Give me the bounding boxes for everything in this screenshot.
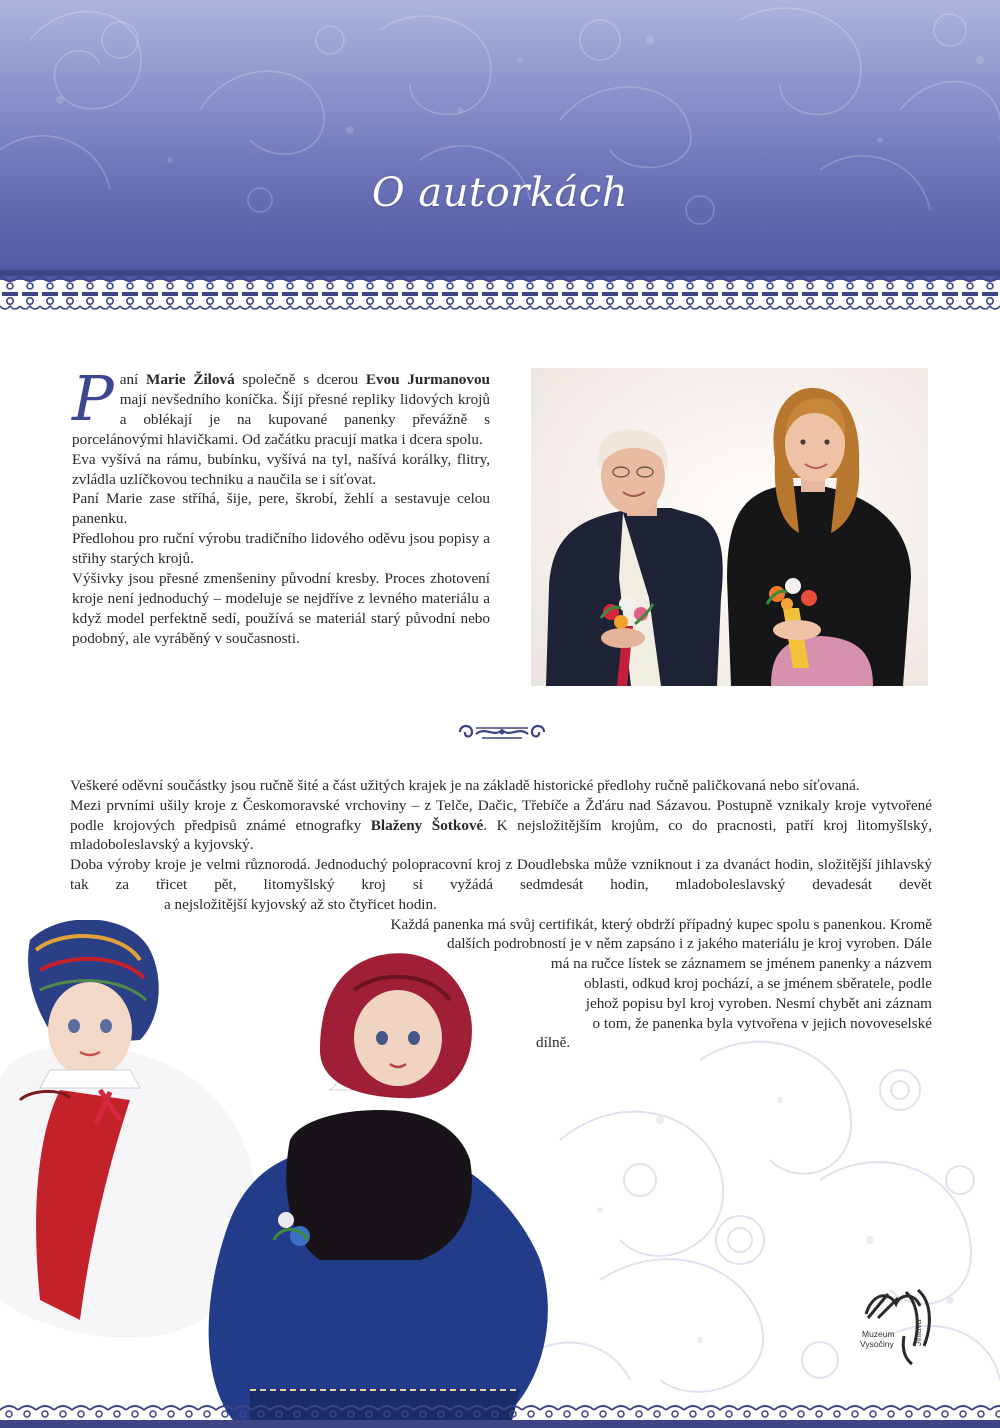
body-paragraph-3: Doba výroby kroje je velmi různorodá. Jednoduchý polopracovní kroj z Doudlebska může vzniknout i za dvanáct hodin, složitější jihlavský tak za třicet pět, litomyšlský kroj si vyžádá sedmdesát hodin, mladoboleslavský devadesát devět xyxy=(70,856,932,893)
author-name-eva: Evou Jurmanovou xyxy=(365,371,491,388)
certificate-line: oblasti, odkud kroj pochází, a se jménem sběratele, podle xyxy=(584,974,932,992)
museum-logo xyxy=(858,1284,948,1374)
logo-line-1: Muzeum xyxy=(862,1329,895,1339)
certificate-line: dalších podrobností je v něm zapsáno i z jakého materiálu je kroj vyroben. Dále xyxy=(446,935,932,953)
certificate-line: jehož popisu byl kroj vyroben. Nesmí chybět ani záznam xyxy=(585,994,932,1012)
intro-paragraph-2: Eva vyšívá na rámu, bubínku, vyšívá na tyl, našívá korálky, flitry, zvládla uzlíčkovou techniku a naučila se i síťovat. xyxy=(72,450,490,488)
body-paragraph-3-end: a nejsložitější kyjovský až sto čtyřicet hodin. xyxy=(164,895,437,913)
authors-illustration xyxy=(531,368,928,686)
intro-text-run: mají nevšedního koníčka. Šijí přesné repliky lidových krojů a oblékají je na kupované panenky převážně s porcelánovými hlavičkami. Od začátku pracují matka i dcera spolu. xyxy=(72,390,490,448)
page-header xyxy=(0,0,1000,312)
intro-text-run: aní xyxy=(119,371,146,388)
ornament-divider xyxy=(452,720,552,744)
body-paragraph-2 xyxy=(70,796,932,855)
intro-paragraph-5: Výšivky jsou přesné zmenšeniny původní kresby. Proces zhotovení kroje není jednoduchý – modeluje se nejdříve z levného materiálu a když model perfektně sedí, používá se materiál starý původní nebo podobný, ale vyráběný v současnosti. xyxy=(72,570,490,647)
ethnographer-name: Blaženy Šotkové xyxy=(370,816,484,834)
paisley-pattern xyxy=(0,0,1000,280)
intro-text-run: společně s dcerou xyxy=(234,371,366,388)
body-text-run: . K nejsložitějším krojům, co do pracnosti, patří kroj litomyšlský, mladoboleslavský a kyjovský. xyxy=(70,816,933,854)
authors-photo xyxy=(531,368,928,686)
intro-paragraph-1 xyxy=(72,362,491,450)
certificate-line: dílně. xyxy=(536,1034,571,1052)
certificate-line: Každá panenka má svůj certifikát, který obdrží případný kupec spolu s panenkou. Kromě xyxy=(390,915,932,933)
intro-text xyxy=(72,362,491,649)
certificate-line: má na ručce lístek se záznamem se jménem panenky a názvem xyxy=(550,955,932,973)
dolls-illustration xyxy=(0,920,560,1428)
logo-line-2: Vysočiny xyxy=(860,1339,894,1349)
body-paragraph-1: Veškeré oděvní součástky jsou ručně šité a část užitých krajek je na základě historické předlohy ručně paličkovaná nebo síťovaná. xyxy=(70,777,860,794)
intro-paragraph-4: Předlohou pro ruční výrobu tradičního lidového oděvu jsou popisy a střihy starých krojů. xyxy=(72,530,490,568)
drop-cap: P xyxy=(72,362,114,435)
body-text-run: Mezi prvními ušily kroje z Českomoravské vrchoviny – z Telče, Dačic, Třebíče a Žďáru nad Sázavou. Postupně vznikaly kroje vytvořené podle krojových předpisů známé etnografky xyxy=(70,796,932,834)
certificate-line: o tom, že panenka byla vytvořena v jejich novoveselské xyxy=(592,1014,932,1032)
page-title: O autorkách xyxy=(371,170,629,216)
intro-paragraph-3: Paní Marie zase stříhá, šije, pere, škrobí, žehlí a sestavuje celou panenku. xyxy=(72,490,490,528)
bottom-lace-border xyxy=(0,1402,1000,1428)
logo-city: Jihlava xyxy=(913,1319,923,1346)
lace-border xyxy=(0,270,1000,312)
author-name-marie: Marie Žilová xyxy=(145,371,235,388)
doll-right xyxy=(209,953,548,1428)
